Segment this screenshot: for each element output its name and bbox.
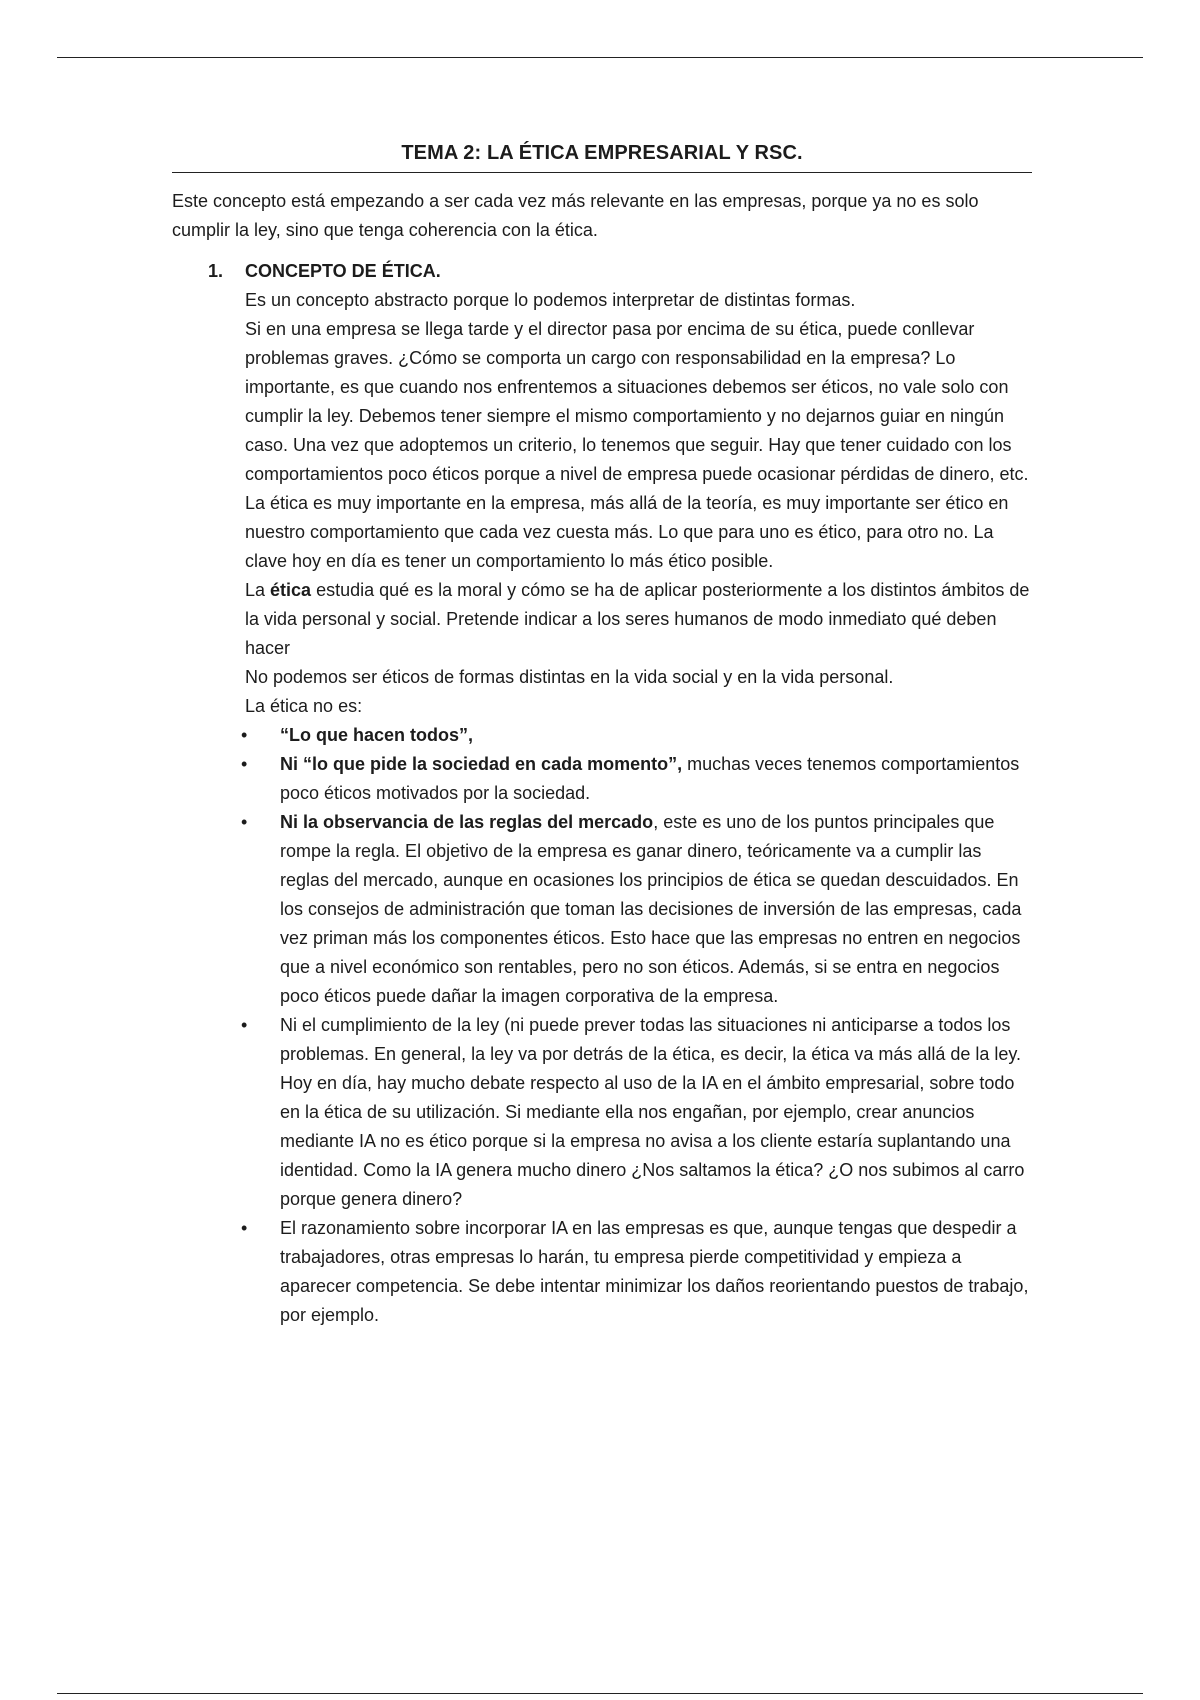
section-paragraph-1: Si en una empresa se llega tarde y el director pasa por encima de su ética, puede conllevar problemas graves. ¿Cómo se comporta un cargo con responsabilidad en la empresa? Lo importante, es que cuando nos enfrentemos a situaciones debemos ser éticos, no vale solo con cumplir la ley. Debemos tener siempre el mismo comportamiento y no dejarnos guiar en ningún caso. Una vez que adoptemos un criterio, lo tenemos que seguir. Hay que tener cuidado con los comportamientos poco éticos porque a nivel de empresa puede ocasionar pérdidas de dinero, etc. La ética es muy importante en la empresa, más allá de la teoría, es muy importante ser ético en nuestro comportamiento que cada vez cuesta más. Lo que para uno es ético, para otro no. La clave hoy en día es tener un comportamiento lo más ético posible. xyxy=(245,319,1029,571)
section-paragraph-3: No podemos ser éticos de formas distintas en la vida social y en la vida personal. xyxy=(245,667,894,687)
list-item-text: El razonamiento sobre incorporar IA en las empresas es que, aunque tengas que despedir a trabajadores, otras empresas lo harán, tu empresa pierde competitividad y empieza a aparecer competencia. Se debe intentar minimizar los daños reorientando puestos de trabajo, por ejemplo. xyxy=(280,1218,1029,1325)
footer-rule xyxy=(57,1693,1143,1694)
intro-paragraph: Este concepto está empezando a ser cada vez más relevante en las empresas, porque ya no es solo cumplir la ley, sino que tenga coherencia con la ética. xyxy=(172,191,979,240)
page-title: TEMA 2: LA ÉTICA EMPRESARIAL Y RSC. xyxy=(172,142,1032,173)
section-content xyxy=(245,286,1032,721)
list-item-text: muchas veces tenemos comportamientos poco éticos motivados por la sociedad. xyxy=(280,754,1020,803)
list-item xyxy=(280,1011,1032,1214)
list-item-text: Ni el cumplimiento de la ley (ni puede prever todas las situaciones ni anticiparse a todos los problemas. En general, la ley va por detrás de la ética, es decir, la ética va más allá de la ley. Hoy en día, hay mucho debate respecto al uso de la IA en el ámbito empresarial, sobre todo en la ética de su utilización. Si mediante ella nos engañan, por ejemplo, crear anuncios mediante IA no es ético porque si la empresa no avisa a los cliente estaría suplantando una identidad. Como la IA genera mucho dinero ¿Nos saltamos la ética? ¿O nos subimos al carro porque genera dinero? xyxy=(280,1015,1025,1209)
section-concept xyxy=(208,257,1032,1330)
ethics-term: ética xyxy=(270,580,312,600)
document-body xyxy=(172,142,1032,1330)
section-line-1: Es un concepto abstracto porque lo podemos interpretar de distintas formas. xyxy=(245,290,856,310)
list-item-bold: Ni la observancia de las reglas del mercado xyxy=(280,812,654,832)
header-rule xyxy=(57,57,1143,58)
ethics-definition-text: estudia qué es la moral y cómo se ha de aplicar posteriormente a los distintos ámbitos de la vida personal y social. Pretende indicar a los seres humanos de modo inmediato qué deben hacer xyxy=(245,580,1030,658)
list-item-bold: “Lo que hacen todos”, xyxy=(280,725,474,745)
ethics-not-list xyxy=(208,721,1032,1330)
list-item xyxy=(280,721,1032,750)
list-item xyxy=(280,808,1032,1011)
list-item xyxy=(280,1214,1032,1330)
section-title: CONCEPTO DE ÉTICA. xyxy=(245,261,441,281)
not-intro: La ética no es: xyxy=(245,696,363,716)
list-item xyxy=(280,750,1032,808)
list-item-bold: Ni “lo que pide la sociedad en cada momento”, xyxy=(280,754,683,774)
list-item-text: , este es uno de los puntos principales que rompe la regla. El objetivo de la empresa es ganar dinero, teóricamente va a cumplir las reglas del mercado, aunque en ocasiones los principios de ética se quedan descuidados. En los consejos de administración que toman las decisiones de inversión de las empresas, cada vez priman más los componentes éticos. Esto hace que las empresas no entren en negocios que a nivel económico son rentables, pero no son éticos. Además, si se entra en negocios poco éticos puede dañar la imagen corporativa de la empresa. xyxy=(280,812,1022,1006)
section-heading xyxy=(208,257,1032,286)
ethics-prefix: La xyxy=(245,580,271,600)
section-number: 1. xyxy=(208,261,224,281)
ethics-definition xyxy=(245,576,1032,663)
